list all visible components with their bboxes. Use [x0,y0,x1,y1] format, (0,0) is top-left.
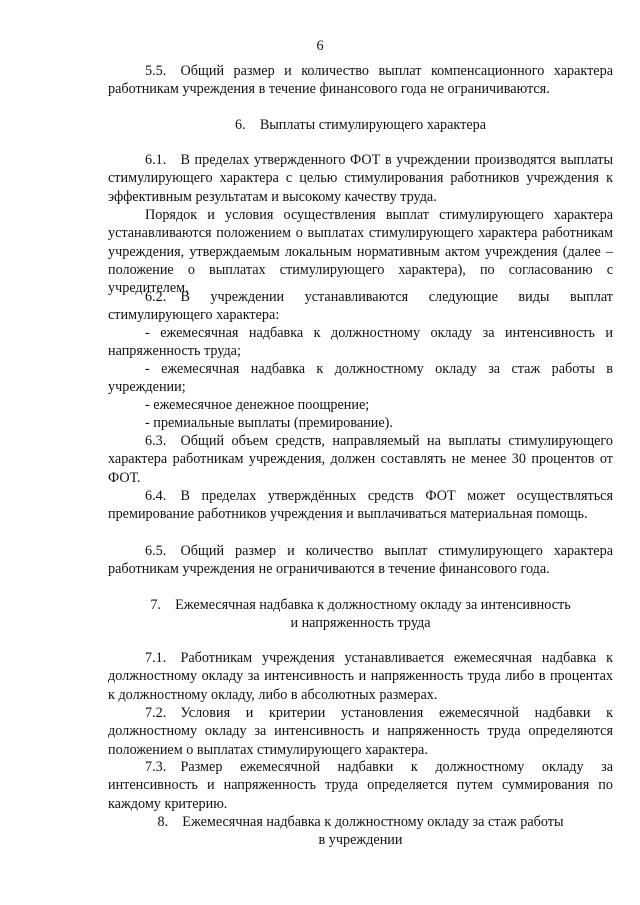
paragraph-6-1: 6.1. В пределах утвержденного ФОТ в учреждении производятся выплаты стимулирующего характера с целью стимулирования работников учреждения к эффективным результатам и высокому качеству труда. [108,152,613,205]
paragraph-7-1: 7.1. Работникам учреждения устанавливается ежемесячная надбавка к должностному окладу за интенсивность и напряженность труда либо в процентах к должностному окладу, либо в абсолютных размерах. [108,650,613,703]
paragraph-6-4: 6.4. В пределах утверждённых средств ФОТ может осуществляться премирование работников учреждения и выплачиваться материальная помощь. [108,488,613,523]
list-item-6-2-4: - премиальные выплаты (премирование). [145,415,393,431]
paragraph-6-1-procedure: Порядок и условия осуществления выплат стимулирующего характера устанавливаются положением о выплатах стимулирующего характера работникам учреждения, утверждаемым локальным нормативным актом учреждения (далее – положение о выплатах стимулирующего характера), по согласованию с учредителем. [108,207,613,297]
list-item-6-2-3: - ежемесячное денежное поощрение; [145,397,370,413]
paragraph-6-3: 6.3. Общий объем средств, направляемый на выплаты стимулирующего характера работникам учреждения, должен составлять не менее 30 процентов от ФОТ. [108,433,613,486]
section-7-heading-line-1: 7. Ежемесячная надбавка к должностному окладу за интенсивность [150,597,571,613]
page-number: 6 [316,38,324,54]
section-8-heading-line-2: в учреждении [318,832,403,848]
section-8-heading-line-1: 8. Ежемесячная надбавка к должностному окладу за стаж работы [157,814,564,830]
paragraph-7-2: 7.2. Условия и критерии установления ежемесячной надбавки к должностному окладу за интенсивность и напряженность труда определяются положением о выплатах стимулирующего характера. [108,705,613,758]
list-item-6-2-1: - ежемесячная надбавка к должностному окладу за интенсивность и напряженность труда; [108,325,613,360]
paragraph-5-5: 5.5. Общий размер и количество выплат компенсационного характера работникам учреждения в течение финансового года не ограничиваются. [108,63,613,98]
paragraph-6-2: 6.2. В учреждении устанавливаются следующие виды выплат стимулирующего характера: [108,289,613,324]
paragraph-7-3: 7.3. Размер ежемесячной надбавки к должностному окладу за интенсивность и напряженность труда определяется путем суммирования по каждому критерию. [108,759,613,812]
list-item-6-2-2: - ежемесячная надбавка к должностному окладу за стаж работы в учреждении; [108,361,613,396]
section-7-heading-line-2: и напряженность труда [290,615,431,631]
section-6-heading: 6. Выплаты стимулирующего характера [234,117,487,133]
paragraph-6-5: 6.5. Общий размер и количество выплат стимулирующего характера работникам учреждения не ограничиваются в течение финансового года. [108,543,613,578]
